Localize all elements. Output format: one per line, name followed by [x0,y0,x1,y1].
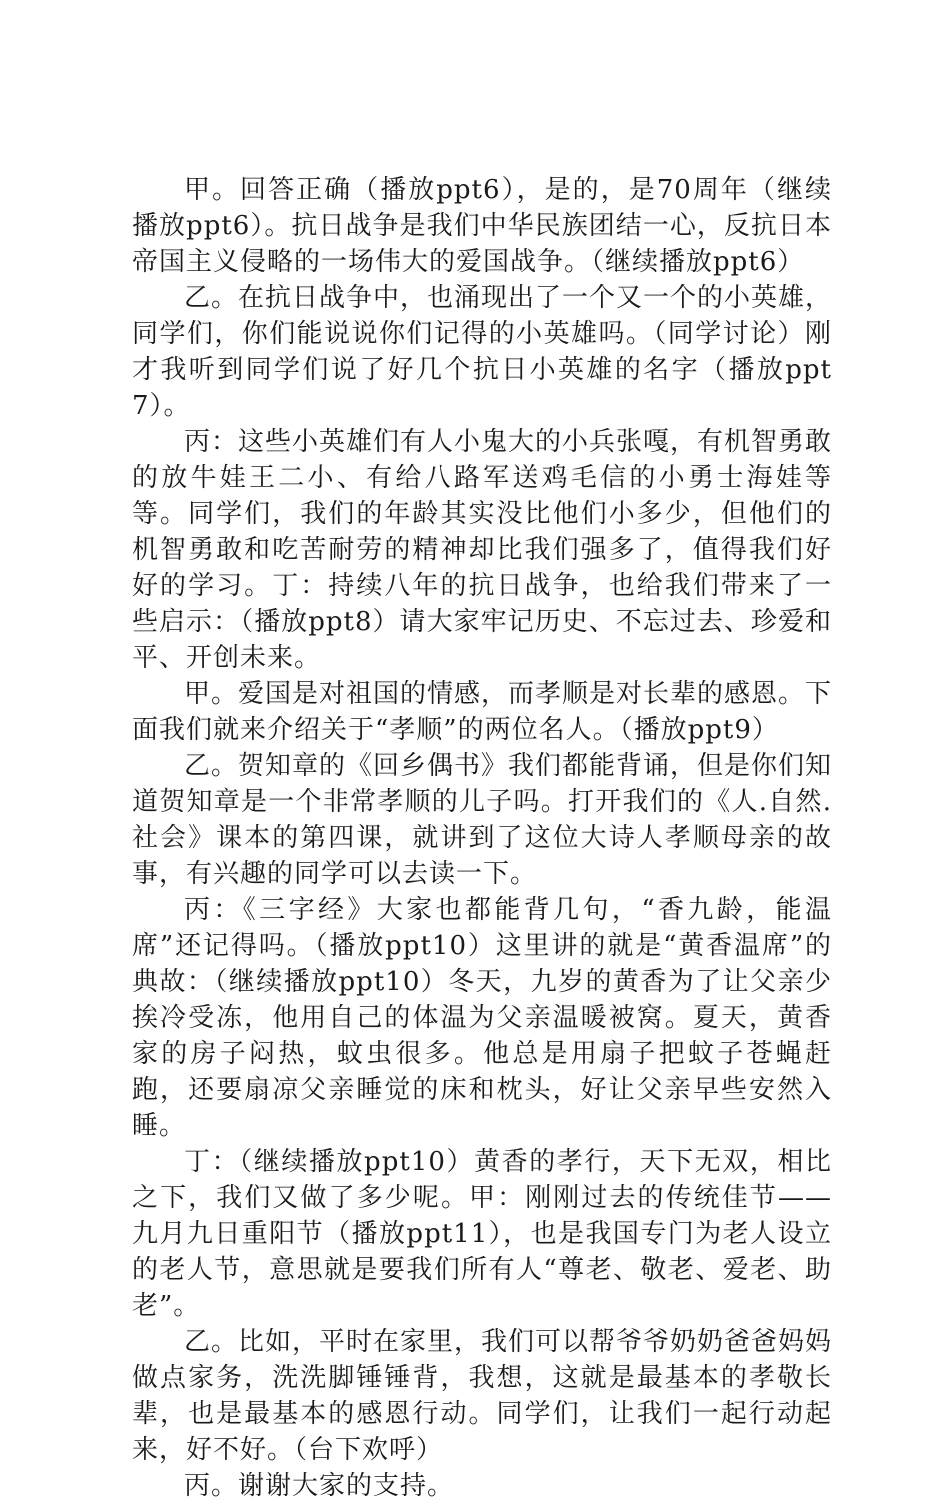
paragraph-9: 丙。谢谢大家的支持。 [184,1471,455,1501]
paragraph-2: 乙。在抗日战争中，也涌现出了一个又一个的小英雄，同学们，你们能说说你们记得的小英雄吗。（同学讨论）刚才我听到同学们说了好几个抗日小英雄的名字（播放ppt7）。 [132,283,833,421]
document-body [132,172,832,1504]
paragraph-3: 丙：这些小英雄们有人小鬼大的小兵张嘎，有机智勇敢的放牛娃王二小、有给八路军送鸡毛信的小勇士海娃等等。同学们，我们的年龄其实没比他们小多少，但他们的机智勇敢和吃苦耐劳的精神却比我们强多了，值得我们好好的学习。丁：持续八年的抗日战争，也给我们带来了一些启示：（播放ppt8）请大家牢记历史、不忘过去、珍爱和平、开创未来。 [132,427,833,673]
paragraph-7: 丁：（继续播放ppt10）黄香的孝行，天下无双，相比之下，我们又做了多少呢。甲：刚刚过去的传统佳节——九月九日重阳节（播放ppt11），也是我国专门为老人设立的老人节，意思就是要我们所有人“尊老、敬老、爱老、助老”。 [132,1147,832,1321]
paragraph-5: 乙。贺知章的《回乡偶书》我们都能背诵，但是你们知道贺知章是一个非常孝顺的儿子吗。打开我们的《人.自然.社会》课本的第四课，就讲到了这位大诗人孝顺母亲的故事，有兴趣的同学可以去读一下。 [132,751,833,889]
paragraph-8: 乙。比如，平时在家里，我们可以帮爷爷奶奶爸爸妈妈做点家务，洗洗脚锤锤背，我想，这就是最基本的孝敬长辈，也是最基本的感恩行动。同学们，让我们一起行动起来，好不好。（台下欢呼） [132,1327,833,1465]
paragraph-4: 甲。爱国是对祖国的情感，而孝顺是对长辈的感恩。下面我们就来介绍关于“孝顺”的两位名人。（播放ppt9） [132,679,833,745]
paragraph-6: 丙：《三字经》大家也都能背几句，“香九龄，能温席”还记得吗。（播放ppt10）这里讲的就是“黄香温席”的典故：（继续播放ppt10）冬天，九岁的黄香为了让父亲少挨冷受冻，他用自己的体温为父亲温暖被窝。夏天，黄香家的房子闷热，蚊虫很多。他总是用扇子把蚊子苍蝇赶跑，还要扇凉父亲睡觉的床和枕头，好让父亲早些安然入睡。 [132,895,832,1141]
paragraph-1: 甲。回答正确（播放ppt6），是的，是70周年（继续播放ppt6）。抗日战争是我们中华民族团结一心，反抗日本帝国主义侵略的一场伟大的爱国战争。（继续播放ppt6） [132,175,832,277]
